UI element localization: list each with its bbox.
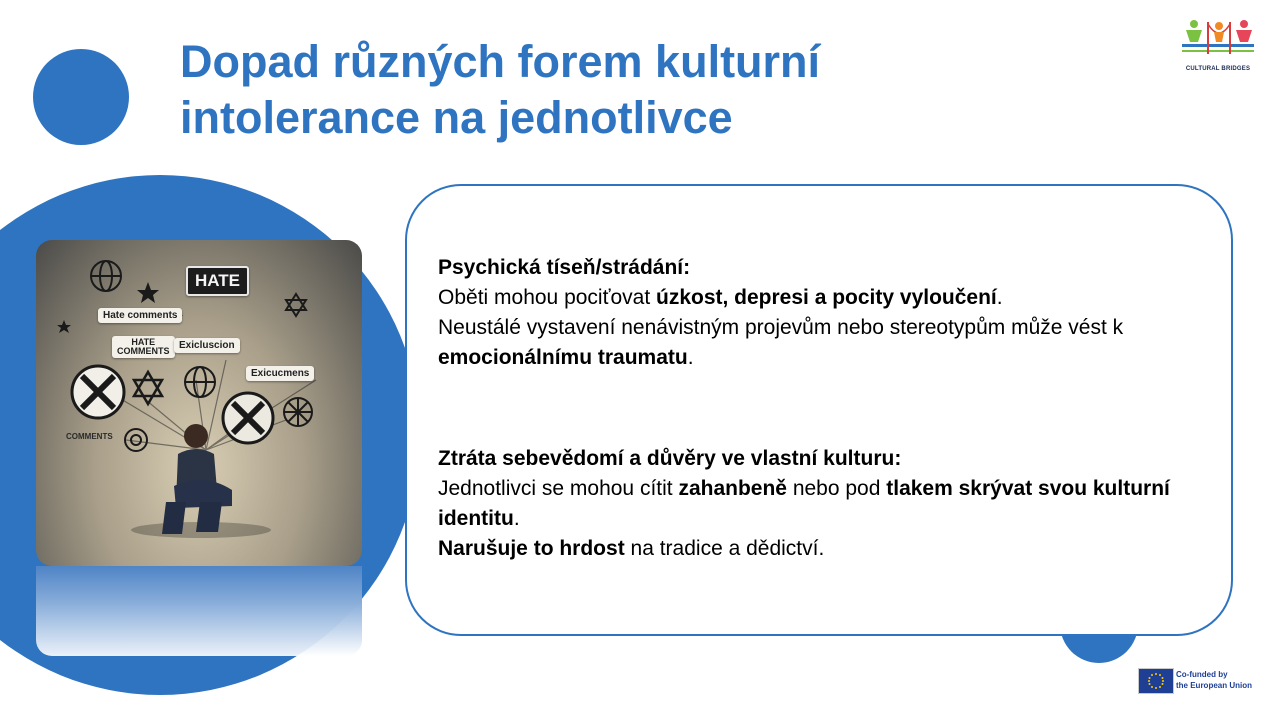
eu-stars-icon	[1139, 669, 1173, 693]
section-2-paragraph-1: Jednotlivci se mohou cítit zahanbeně nebo pod tlakem skrývat svou kulturní identitu.	[438, 477, 1170, 530]
eu-flag-icon	[1138, 668, 1174, 694]
decorative-circle-top	[33, 49, 129, 145]
illustration-reflection	[36, 566, 362, 656]
illustration-image	[36, 240, 362, 566]
hate-comments-badge	[112, 336, 175, 358]
section-2-heading: Ztráta sebevědomí a důvěry ve vlastní kulturu:	[438, 447, 902, 470]
star-of-david-icon-small	[286, 294, 306, 316]
logo-text: CULTURAL BRIDGES	[1185, 66, 1251, 72]
star-of-david-icon	[134, 372, 162, 404]
section-loss-of-confidence	[438, 444, 1218, 564]
hate-label: HATE	[186, 266, 249, 296]
section-1-paragraph-2: Neustálé vystavení nenávistným projevům nebo stereotypům může vést k emocionálnímu traumatu.	[438, 316, 1124, 369]
eu-cofunded-badge	[1138, 668, 1278, 694]
cultural-bridges-logo	[1172, 14, 1264, 94]
comments-label: COMMENTS	[66, 432, 113, 441]
title-line-2: intolerance na jednotlivce	[180, 92, 733, 143]
section-2-paragraph-2: Narušuje to hrdost na tradice a dědictví.	[438, 537, 825, 560]
hate-badge-line-2: COMMENTS	[117, 346, 170, 356]
slide-title	[180, 34, 1040, 146]
excuments-label: Exicucmens	[246, 366, 314, 381]
hate-badge-line-1: HATE	[131, 337, 156, 347]
exclusion-label: Exicluscion	[174, 338, 240, 353]
bridge-people-icon	[1172, 14, 1264, 66]
section-psychological-distress	[438, 253, 1218, 373]
title-line-1: Dopad různých forem kulturní	[180, 36, 821, 87]
content-card	[405, 184, 1233, 636]
hate-comments-label: Hate comments	[98, 308, 182, 323]
globe-icon	[91, 261, 121, 291]
section-1-heading: Psychická tíseň/strádání:	[438, 256, 691, 279]
eu-cofunded-text: Co-funded by the European Union	[1176, 670, 1252, 690]
x-circle-icon	[72, 366, 124, 418]
section-1-paragraph-1: Oběti mohou pociťovat úzkost, depresi a pocity vyloučení.	[438, 286, 1003, 309]
wheel-icon	[284, 398, 312, 426]
x-circle-icon-right	[223, 393, 273, 443]
globe-icon-center	[185, 367, 215, 397]
